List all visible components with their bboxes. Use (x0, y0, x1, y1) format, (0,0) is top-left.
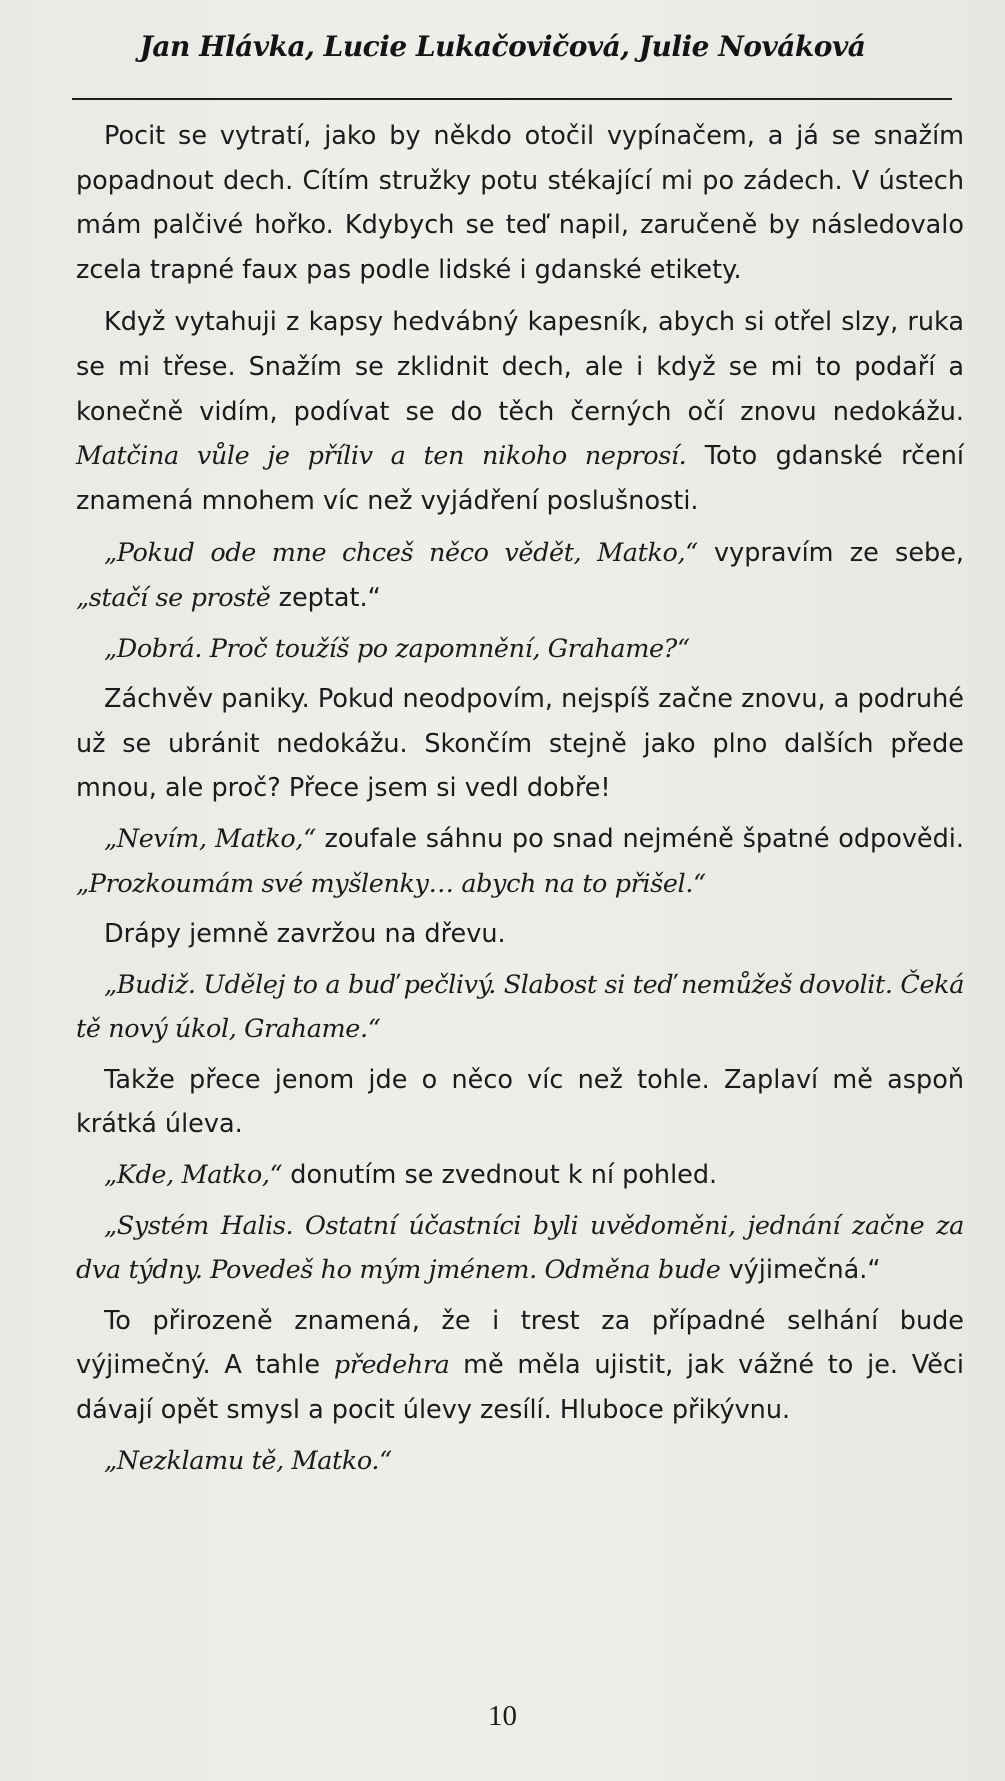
text-run: mě měla ujistit, jak vážné to je. Věci dávají opět smysl a pocit úlevy zesílí. Hluboce přikývnu. (76, 1350, 964, 1426)
paragraph (76, 912, 964, 957)
text-run: donutím se zvednout k ní pohled. (282, 1160, 718, 1191)
header-rule (72, 98, 952, 100)
paragraph (76, 1153, 964, 1198)
text-run: zeptat.“ (270, 582, 381, 613)
text-run: To přirozeně znamená, že i trest za případné selhání bude výjimečný. A tahle (76, 1305, 964, 1381)
paragraph (76, 627, 964, 672)
paragraph (76, 817, 964, 906)
italic-text-run: „Nezklamu tě, Matko.“ (104, 1445, 392, 1476)
paragraph (76, 1058, 964, 1147)
paragraph (76, 1299, 964, 1433)
text-run: Toto gdanské rčení znamená mnohem víc než vyjádření poslušnosti. (76, 441, 964, 516)
paragraph (76, 1204, 964, 1293)
italic-text-run: „Kde, Matko,“ (104, 1160, 283, 1191)
paragraph (76, 300, 964, 523)
page-number: 10 (488, 1700, 517, 1732)
paragraph (76, 531, 964, 620)
italic-text-run: „Nevím, Matko,“ (104, 823, 316, 854)
italic-text-run: „Budiž. Udělej to a buď pečlivý. Slabost si teď nemůžeš dovolit. Čeká tě nový úkol, Grahame.“ (76, 969, 964, 1045)
paragraph (76, 1439, 964, 1484)
text-run: Záchvěv paniky. Pokud neodpovím, nejspíš začne znovu, a podruhé už se ubránit nedokážu. Skončím stejně jako plno dalších přede mnou, ale proč? Přece jsem si vedl dobře! (76, 684, 964, 804)
italic-text-run: „stačí se prostě (76, 582, 271, 613)
text-run: Takže přece jenom jde o něco víc než tohle. Zaplaví mě aspoň krátká úleva. (76, 1064, 964, 1140)
paragraph (76, 114, 964, 292)
text-run: Drápy jemně zavržou na dřevu. (104, 919, 506, 950)
italic-text-run: „Systém Halis. Ostatní účastníci byli uvědoměni, jednání začne za dva týdny. Povedeš ho mým jménem. Odměna bude (76, 1210, 964, 1286)
italic-text-run: „Pokud ode mne chceš něco vědět, Matko,“ (104, 538, 698, 569)
italic-text-run: „Dobrá. Proč toužíš po zapomnění, Grahame?“ (104, 633, 690, 664)
italic-text-run: Matčina vůle je příliv a ten nikoho neprosí. (76, 441, 687, 472)
paragraph (76, 677, 964, 811)
text-run: výjimečná.“ (720, 1255, 881, 1286)
text-run: Pocit se vytratí, jako by někdo otočil vypínačem, a já se snažím popadnout dech. Cítím stružky potu stékající mi po zádech. V ústech mám palčivé hořko. Kdybych se teď napil, zaručeně by následovalo zcela trapné faux pas podle lidské i gdanské etikety. (76, 121, 964, 285)
body-text (76, 114, 964, 1489)
text-run: zoufale sáhnu po snad nejméně špatné odpovědi. (315, 823, 965, 854)
paragraph (76, 963, 964, 1052)
running-header: Jan Hlávka, Lucie Lukačovičová, Julie Nováková (139, 30, 866, 63)
italic-text-run: „Prozkoumám své myšlenky… abych na to přišel.“ (76, 868, 706, 899)
text-run: vypravím ze sebe, (697, 538, 965, 569)
italic-text-run: předehra (333, 1350, 450, 1381)
text-run: Když vytahuji z kapsy hedvábný kapesník, abych si otřel slzy, ruka se mi třese. Snažím se zklidnit dech, ale i když se mi to podaří a konečně vidím, podívat se do těch černých očí znovu nedokážu. (76, 307, 964, 427)
